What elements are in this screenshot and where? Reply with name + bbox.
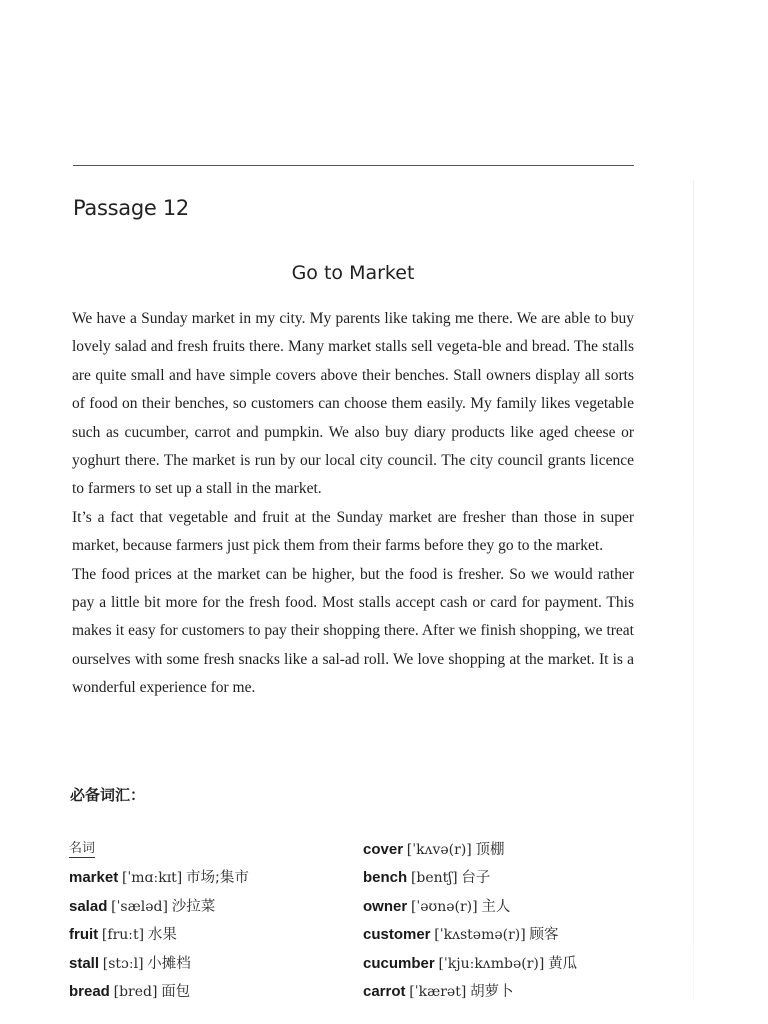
vocab-item [69, 893, 249, 921]
vocab-heading: 必备词汇： [70, 786, 146, 804]
vocab-phonetic: [ˈkʌvə(r)] [406, 842, 472, 858]
vocab-item [363, 978, 577, 1006]
vocab-phonetic: [bentʃ] [410, 870, 458, 887]
vocab-item [363, 836, 577, 864]
vocab-word: carrot [363, 982, 406, 1000]
vocab-meaning: 台子 [461, 870, 491, 887]
vocab-item [69, 950, 249, 978]
vocab-item [69, 978, 249, 1006]
passage-label: Passage 12 [73, 196, 189, 220]
vocab-meaning: 水果 [147, 927, 177, 944]
vocab-phonetic: [ˈkʌstəmə(r)] [434, 927, 526, 944]
vocab-column-left [69, 836, 249, 1006]
vocab-meaning: 面包 [161, 983, 191, 1000]
vocab-category-label: 名词 [69, 841, 96, 856]
vocab-category [69, 836, 249, 864]
page-edge [693, 180, 694, 1000]
vocab-item [363, 893, 577, 921]
vocab-item [363, 950, 577, 978]
passage-body [72, 305, 634, 703]
vocab-phonetic: [ˈmɑːkɪt] [121, 870, 183, 887]
vocab-meaning: 胡萝卜 [470, 983, 514, 1000]
vocab-item [363, 864, 577, 892]
paragraph-1: We have a Sunday market in my city. My parents like taking me there. We are able to buy lovely salad and fresh fruits there. Many market stalls sell vegeta-ble and bread. The stalls are quite small and have simple covers above their benches. Stall owners display all sorts of food on their benches, so customers can choose them easily. My family likes vegetable such as cucumber, carrot and pumpkin. We also buy diary products like aged cheese or yoghurt there. The market is run by our local city council. The city council grants licence to farmers to set up a stall in the market. [72, 310, 634, 498]
vocab-word: cover [363, 841, 404, 858]
vocab-column-right [363, 836, 577, 1006]
vocab-meaning: 黄瓜 [548, 955, 578, 972]
vocab-item [363, 921, 577, 949]
vocab-word: salad [69, 897, 108, 915]
paragraph-3: The food prices at the market can be higher, but the food is fresher. So we would rather pay a little bit more for the fresh food. Most stalls accept cash or card for payment. This makes it easy for customers to pay their shopping there. After we finish shopping, we treat ourselves with some fresh snacks like a sal-ad roll. We love shopping at the market. It is a wonderful experience for me. [72, 565, 634, 697]
vocab-meaning: 主人 [481, 898, 511, 915]
vocab-meaning: 沙拉菜 [171, 898, 216, 915]
vocab-word: cucumber [363, 954, 435, 972]
vocab-word: bench [363, 869, 408, 887]
header-rule [73, 165, 634, 166]
vocab-word: customer [363, 926, 431, 944]
paragraph-2: It’s a fact that vegetable and fruit at the Sunday market are fresher than those in super market, because farmers just pick them from their farms before they go to the market. [72, 508, 634, 555]
vocab-phonetic: [ˈsæləd] [111, 898, 168, 915]
passage-title: Go to Market [291, 262, 415, 284]
vocab-word: bread [69, 982, 110, 1000]
vocab-word: market [69, 869, 119, 887]
vocab-phonetic: [fruːt] [101, 927, 145, 944]
vocab-phonetic: [ˈkjuːkʌmbə(r)] [438, 955, 545, 972]
vocab-word: owner [363, 897, 408, 915]
vocab-phonetic: [ˈkærət] [409, 983, 467, 1000]
vocab-word: fruit [69, 926, 99, 944]
vocab-phonetic: [ˈəʊnə(r)] [410, 898, 478, 915]
vocab-meaning: 小摊档 [147, 955, 191, 972]
vocab-meaning: 顾客 [529, 927, 559, 944]
vocab-phonetic: [bred] [113, 983, 158, 1000]
vocab-word: stall [69, 954, 100, 972]
vocab-item [69, 864, 249, 892]
vocab-phonetic: [stɔːl] [102, 955, 144, 972]
vocab-meaning: 顶棚 [475, 842, 505, 858]
vocab-item [69, 921, 249, 949]
vocab-meaning: 市场;集市 [186, 870, 249, 887]
